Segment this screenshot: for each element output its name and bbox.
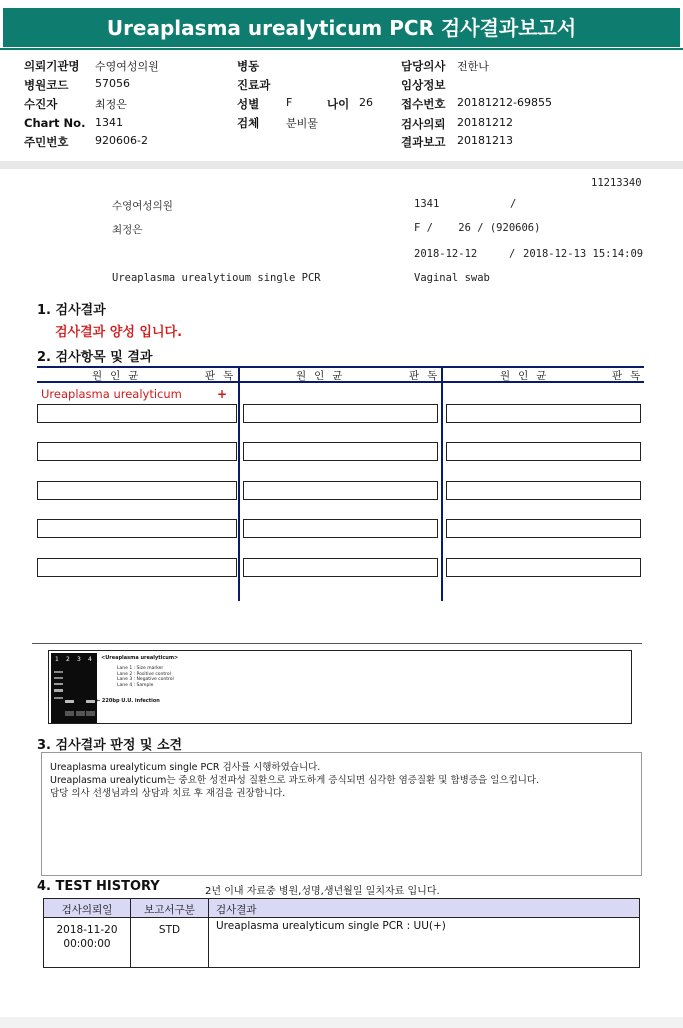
form-code: 11213340	[591, 177, 642, 189]
gel-title: <Ureaplasma urealyticum>	[101, 655, 179, 661]
clinical-info-label: 임상정보	[401, 78, 446, 92]
col-header-pathogen-3: 원인균	[500, 370, 555, 382]
opinion-box	[41, 752, 642, 876]
department-label: 진료과	[237, 78, 271, 92]
gel-legend-item: Lane 2 : Positive control	[117, 671, 171, 677]
result-box	[446, 404, 641, 423]
report-date-label: 결과보고	[401, 135, 446, 149]
result-box	[243, 442, 438, 461]
section3-heading: 3. 검사결과 판정 및 소견	[37, 738, 183, 753]
section4-heading: 4. TEST HISTORY	[37, 879, 160, 894]
lane-number: 2	[66, 656, 70, 663]
chart-no-label: Chart No.	[24, 116, 86, 130]
hospital-code-value: 57056	[95, 77, 130, 90]
gel-legend-item: Lane 4 : Sample	[117, 682, 154, 688]
form-hospital: 수영여성의원	[112, 200, 173, 212]
gel-legend-item: Lane 1 : Size marker	[117, 666, 164, 671]
result-box	[446, 481, 641, 500]
result-box	[243, 519, 438, 538]
result-box	[446, 558, 641, 577]
specimen-value: 분비물	[286, 117, 318, 130]
patient-value: 최정은	[95, 98, 127, 111]
form-specimen: Vaginal swab	[414, 272, 490, 284]
receipt-no-label: 접수번호	[401, 97, 446, 111]
title-underline	[0, 48, 683, 50]
receipt-no-value: 20181212-69855	[457, 96, 552, 109]
opinion-line: 담당 의사 선생님과의 상담과 치료 후 재검을 권장합니다.	[50, 788, 286, 799]
col-header-judge-2: 판독	[409, 370, 446, 382]
result-judge-value: +	[217, 387, 228, 401]
history-note: 2년 이내 자료중 병원,성명,생년월일 일치자료 입니다.	[205, 886, 440, 897]
history-col-type: 보고서구분	[144, 904, 195, 916]
history-row-type: STD	[158, 924, 181, 936]
history-row-date: 2018-11-20	[56, 924, 118, 936]
result-box	[37, 558, 237, 577]
result-box	[243, 404, 438, 423]
section1-heading: 1. 검사결과	[37, 303, 106, 318]
history-col-date: 검사의뢰일	[61, 904, 113, 916]
opinion-line: Ureaplasma urealyticum는 중요한 성전파성 질환으로 과도하게 증식되면 심각한 염증질환 및 합병증을 일으킵니다.	[50, 775, 540, 786]
gel-image	[51, 653, 101, 723]
header-divider	[0, 161, 683, 169]
gel-figure	[48, 650, 632, 724]
opinion-line: Ureaplasma urealyticum single PCR 검사를 시행하였습니다.	[50, 762, 321, 773]
form-date-to: 2018-12-13 15:14:09	[523, 248, 644, 260]
gel-divider	[32, 643, 642, 644]
history-col-result: 검사결과	[216, 904, 257, 916]
result-box	[37, 442, 237, 461]
specimen-label: 검체	[237, 116, 260, 130]
lane-number: 3	[77, 656, 81, 663]
result-pathogen-name: Ureaplasma urealyticum	[41, 387, 182, 401]
result-box	[446, 519, 641, 538]
result-box	[37, 481, 237, 500]
doctor-value: 전한나	[457, 60, 489, 73]
col-header-judge-3: 판독	[612, 370, 649, 382]
sex-value: F	[286, 96, 293, 109]
doctor-label: 담당의사	[401, 59, 446, 73]
request-date-value: 20181212	[457, 116, 513, 129]
gel-band-note: ← 220bp U.U. infection	[96, 698, 160, 704]
history-table	[43, 898, 640, 968]
chart-no-value: 1341	[95, 116, 123, 129]
col-header-judge-1: 판독	[205, 370, 242, 382]
report-date-value: 20181213	[457, 134, 513, 147]
result-box	[243, 481, 438, 500]
result-box	[37, 404, 237, 423]
section2-heading: 2. 검사항목 및 결과	[37, 350, 153, 365]
form-chart-separator: /	[510, 198, 517, 210]
result-box	[37, 519, 237, 538]
col-header-pathogen-2: 원인균	[296, 370, 351, 382]
hospital-label: 의뢰기관명	[24, 59, 80, 73]
gel-legend-item: Lane 3 : Negative control	[117, 677, 174, 682]
history-row-time: 00:00:00	[63, 938, 111, 950]
resident-no-value: 920606-2	[95, 134, 148, 147]
lane-number: 1	[55, 656, 59, 663]
lane-number: 4	[88, 656, 92, 663]
form-date-from: 2018-12-12	[414, 248, 478, 260]
request-date-label: 검사의뢰	[401, 117, 446, 131]
age-label: 나이	[327, 97, 350, 111]
form-date-separator: /	[509, 248, 516, 260]
hospital-code-label: 병원코드	[24, 78, 69, 92]
result-box	[243, 558, 438, 577]
form-patient: 최정은	[112, 224, 143, 236]
age-value: 26	[359, 96, 373, 109]
history-col-divider	[208, 899, 209, 967]
history-row-result: Ureaplasma urealyticum single PCR : UU(+)	[216, 920, 446, 932]
report-title: Ureaplasma urealyticum PCR 검사결과보고서	[3, 8, 680, 47]
form-chart: 1341	[414, 198, 440, 210]
sex-label: 성별	[237, 97, 260, 111]
form-sex-age: F / 26 / (920606)	[414, 222, 541, 234]
ward-label: 병동	[237, 59, 260, 73]
hospital-value: 수영여성의원	[95, 60, 159, 73]
table-divider-2	[441, 366, 443, 601]
result-box	[446, 442, 641, 461]
form-test-name: Ureaplasma urealytioum single PCR	[112, 272, 321, 284]
positive-result-text: 검사결과 양성 입니다.	[55, 325, 183, 340]
patient-label: 수진자	[24, 97, 58, 111]
table-divider-1	[238, 366, 240, 601]
gel-legend	[117, 666, 174, 688]
col-header-pathogen-1: 원인균	[92, 370, 147, 382]
resident-no-label: 주민번호	[24, 135, 69, 149]
